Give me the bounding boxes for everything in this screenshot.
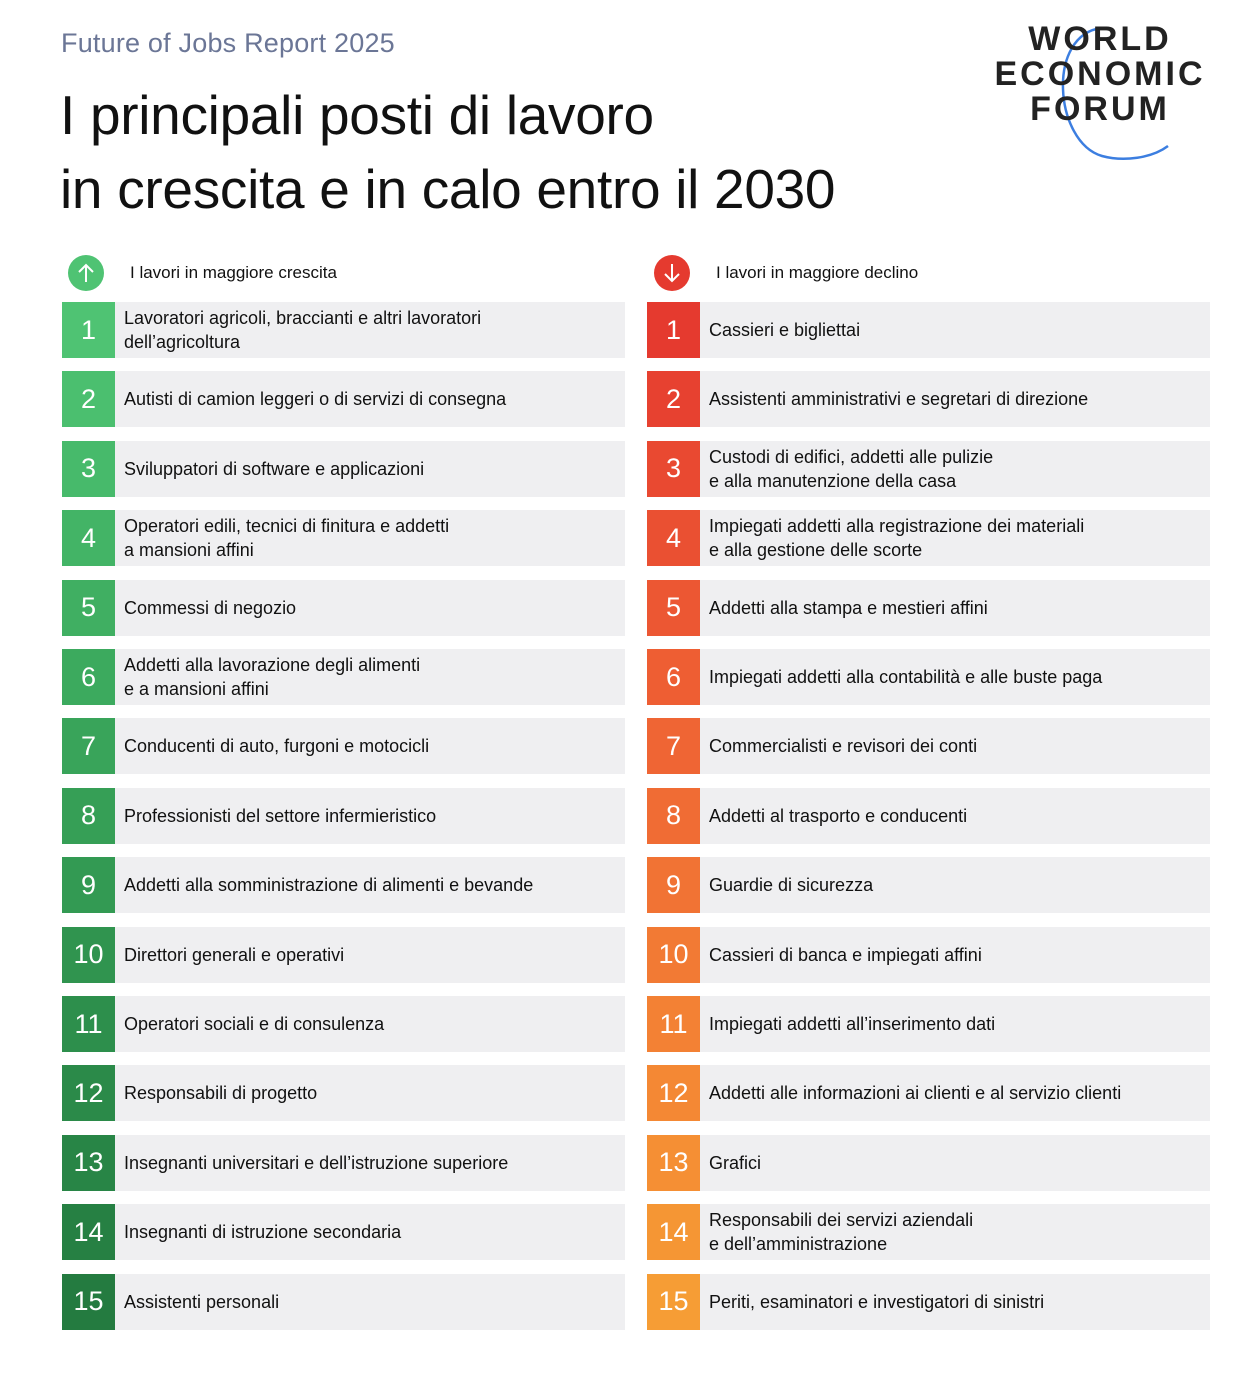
declining-rank-badge: 1 bbox=[647, 302, 700, 358]
growing-rank-badge: 9 bbox=[62, 857, 115, 913]
growing-rank-badge: 8 bbox=[62, 788, 115, 844]
growing-jobs-heading: I lavori in maggiore crescita bbox=[130, 263, 337, 282]
declining-job-row bbox=[647, 1135, 1210, 1191]
growing-job-row bbox=[62, 1065, 625, 1121]
growing-job-title: Insegnanti universitari e dell’istruzione superiore bbox=[124, 1152, 509, 1173]
declining-job-row bbox=[647, 1065, 1210, 1121]
declining-job-row bbox=[647, 857, 1210, 913]
declining-job-title: Impiegati addetti all’inserimento dati bbox=[709, 1014, 996, 1034]
declining-job-title: Guardie di sicurezza bbox=[709, 875, 874, 896]
declining-job-row bbox=[647, 996, 1210, 1052]
growing-job-title: Autisti di camion leggeri o di servizi di consegna bbox=[124, 389, 507, 410]
growing-job-title: Assistenti personali bbox=[124, 1291, 280, 1312]
declining-rank-badge: 14 bbox=[647, 1204, 700, 1260]
growing-job-row bbox=[62, 371, 625, 427]
declining-job-title: Assistenti amministrativi e segretari di direzione bbox=[709, 389, 1089, 410]
growing-rank-badge: 15 bbox=[62, 1274, 115, 1330]
growing-rank-badge: 7 bbox=[62, 718, 115, 774]
report-name: Future of Jobs Report 2025 bbox=[61, 28, 395, 58]
declining-jobs-header bbox=[654, 255, 918, 291]
declining-job-row bbox=[647, 649, 1210, 705]
declining-jobs-heading: I lavori in maggiore declino bbox=[716, 263, 919, 282]
declining-rank-badge: 9 bbox=[647, 857, 700, 913]
page-title bbox=[60, 78, 835, 226]
growing-job-row bbox=[62, 996, 625, 1052]
declining-job-row bbox=[647, 441, 1210, 497]
declining-rank-badge: 4 bbox=[647, 510, 700, 566]
declining-job-row bbox=[647, 302, 1210, 358]
declining-job-row bbox=[647, 718, 1210, 774]
declining-job-title: Addetti alle informazioni ai clienti e al servizio clienti bbox=[709, 1083, 1122, 1104]
growing-job-title: Operatori edili, tecnici di finitura e addetti a mansioni affini bbox=[124, 516, 450, 561]
declining-rank-badge: 11 bbox=[647, 996, 700, 1052]
declining-job-title: Responsabili dei servizi aziendali e dell’amministrazione bbox=[709, 1210, 974, 1255]
growing-job-title: Lavoratori agricoli, braccianti e altri lavoratori dell’agricoltura bbox=[124, 308, 482, 352]
declining-job-title: Commercialisti e revisori dei conti bbox=[709, 736, 978, 757]
declining-rank-badge: 13 bbox=[647, 1135, 700, 1191]
logo-word-economic: ECONOMIC bbox=[994, 55, 1206, 93]
growing-job-title: Addetti alla somministrazione di alimenti e bevande bbox=[124, 875, 534, 896]
growing-job-row bbox=[62, 649, 625, 705]
growing-rank-badge: 11 bbox=[62, 996, 115, 1052]
growing-jobs-header bbox=[68, 255, 337, 291]
growing-rank-badge: 4 bbox=[62, 510, 115, 566]
declining-job-row bbox=[647, 510, 1210, 566]
page-title-line-1: I principali posti di lavoro bbox=[60, 84, 654, 146]
logo-text bbox=[984, 22, 1216, 127]
growing-job-row bbox=[62, 1204, 625, 1260]
growing-job-row bbox=[62, 857, 625, 913]
declining-job-row bbox=[647, 1274, 1210, 1330]
declining-rank-badge: 3 bbox=[647, 441, 700, 497]
logo-word-forum: FORUM bbox=[1030, 90, 1170, 128]
declining-job-title: Cassieri e bigliettai bbox=[709, 320, 861, 340]
growing-rank-badge: 1 bbox=[62, 302, 115, 358]
growing-job-title: Insegnanti di istruzione secondaria bbox=[124, 1222, 402, 1243]
growing-job-title: Professionisti del settore infermieristico bbox=[124, 805, 437, 826]
declining-rank-badge: 15 bbox=[647, 1274, 700, 1330]
growing-job-row bbox=[62, 1274, 625, 1330]
declining-rank-badge: 6 bbox=[647, 649, 700, 705]
growing-rank-badge: 14 bbox=[62, 1204, 115, 1260]
declining-rank-badge: 7 bbox=[647, 718, 700, 774]
declining-job-title: Impiegati addetti alla registrazione dei materiali e alla gestione delle scorte bbox=[709, 516, 1085, 561]
growing-rank-badge: 5 bbox=[62, 580, 115, 636]
growing-rank-badge: 2 bbox=[62, 371, 115, 427]
growing-job-title: Conducenti di auto, furgoni e motocicli bbox=[124, 736, 430, 757]
growing-job-row bbox=[62, 510, 625, 566]
declining-job-title: Addetti al trasporto e conducenti bbox=[709, 805, 968, 826]
growing-rank-badge: 13 bbox=[62, 1135, 115, 1191]
growing-job-row bbox=[62, 927, 625, 983]
growing-job-row bbox=[62, 1135, 625, 1191]
growing-job-row bbox=[62, 788, 625, 844]
declining-job-title: Cassieri di banca e impiegati affini bbox=[709, 944, 982, 965]
growing-rank-badge: 12 bbox=[62, 1065, 115, 1121]
growing-job-row bbox=[62, 302, 625, 358]
growing-job-title: Operatori sociali e di consulenza bbox=[124, 1014, 385, 1034]
declining-job-row bbox=[647, 580, 1210, 636]
declining-rank-badge: 12 bbox=[647, 1065, 700, 1121]
growing-job-title: Addetti alla lavorazione degli alimenti e a mansioni affini bbox=[124, 655, 421, 699]
declining-job-title: Impiegati addetti alla contabilità e alle buste paga bbox=[709, 667, 1103, 687]
logo-word-world: WORLD bbox=[1028, 20, 1172, 58]
declining-rank-badge: 5 bbox=[647, 580, 700, 636]
declining-job-title: Custodi di edifici, addetti alle pulizie e alla manutenzione della casa bbox=[709, 446, 994, 491]
declining-job-row bbox=[647, 371, 1210, 427]
growing-job-title: Direttori generali e operativi bbox=[124, 944, 345, 965]
declining-job-row bbox=[647, 1204, 1210, 1260]
growing-job-title: Commessi di negozio bbox=[124, 597, 297, 618]
world-economic-forum-logo bbox=[984, 22, 1216, 172]
growing-job-row bbox=[62, 580, 625, 636]
declining-job-title: Grafici bbox=[709, 1152, 762, 1173]
growing-rank-badge: 6 bbox=[62, 649, 115, 705]
arrow-down-icon bbox=[654, 255, 690, 291]
declining-rank-badge: 2 bbox=[647, 371, 700, 427]
growing-rank-badge: 10 bbox=[62, 927, 115, 983]
page-title-line-2: in crescita e in calo entro il 2030 bbox=[60, 158, 836, 220]
growing-job-row bbox=[62, 718, 625, 774]
growing-job-row bbox=[62, 441, 625, 497]
arrow-up-icon bbox=[68, 255, 104, 291]
declining-job-row bbox=[647, 788, 1210, 844]
declining-job-row bbox=[647, 927, 1210, 983]
declining-rank-badge: 10 bbox=[647, 927, 700, 983]
growing-job-title: Sviluppatori di software e applicazioni bbox=[124, 458, 425, 479]
growing-rank-badge: 3 bbox=[62, 441, 115, 497]
declining-job-title: Addetti alla stampa e mestieri affini bbox=[709, 597, 988, 618]
declining-rank-badge: 8 bbox=[647, 788, 700, 844]
growing-job-title: Responsabili di progetto bbox=[124, 1083, 318, 1104]
declining-job-title: Periti, esaminatori e investigatori di sinistri bbox=[709, 1291, 1045, 1312]
